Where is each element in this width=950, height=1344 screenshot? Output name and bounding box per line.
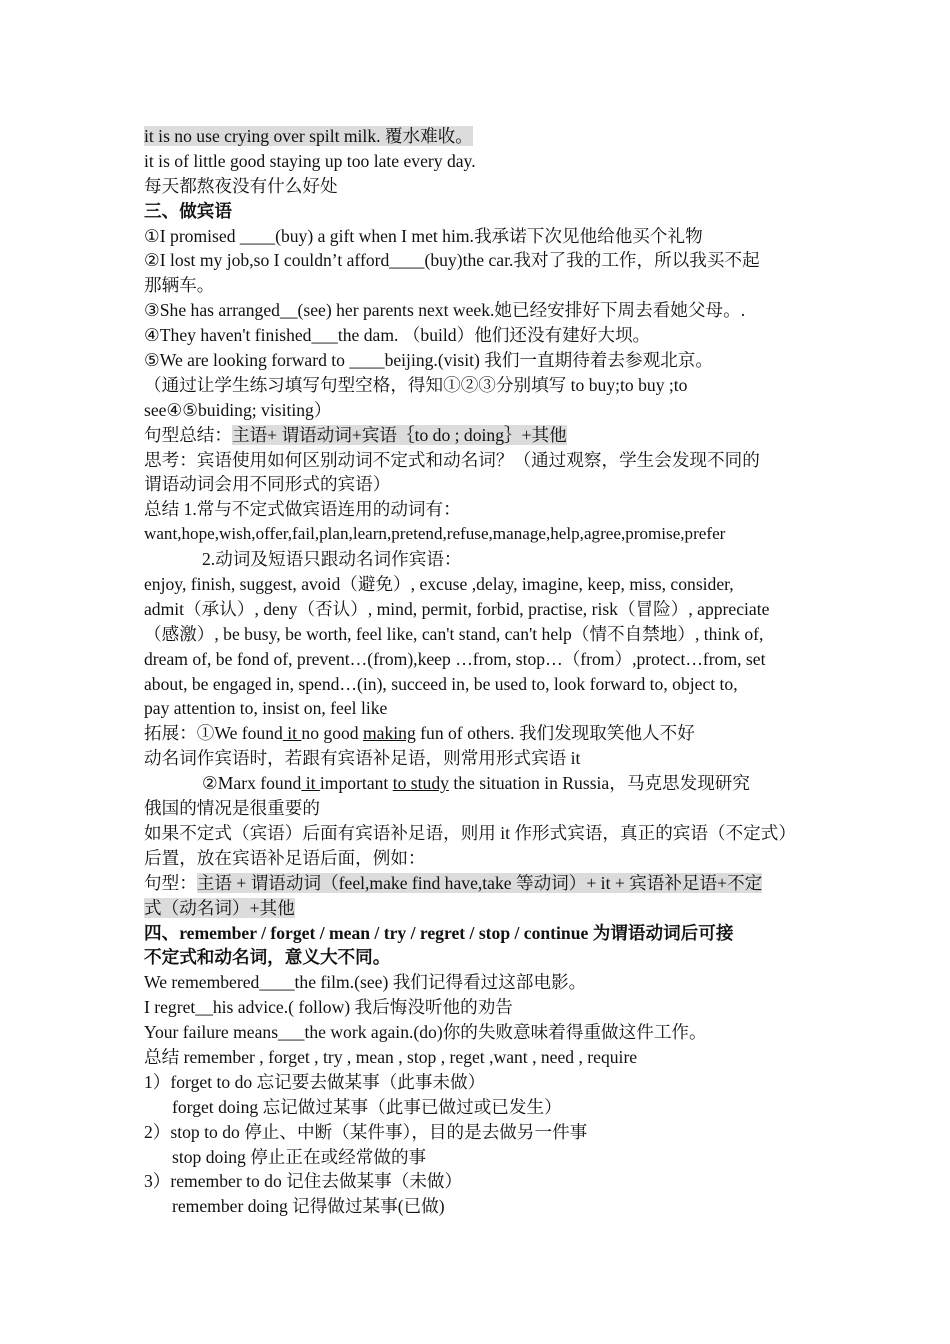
text-run: the situation in Russia，马克思发现研究: [448, 773, 750, 794]
text-line: it is of little good staying up too late every day.: [144, 150, 476, 171]
text-line: 2）stop to do 停止、中断（某件事），目的是去做另一件事: [144, 1121, 588, 1142]
text-run: ②Marx found: [202, 773, 302, 794]
text-line: ④They haven't finished___the dam. （build）他们还没有建好大坝。: [144, 325, 651, 346]
text-line: ①I promised ____(buy) a gift when I met him.我承诺下次见他给他买个礼物: [144, 225, 703, 246]
underlined-text: to study: [392, 773, 449, 794]
document-page: [144, 124, 810, 1219]
text-line: [144, 771, 810, 796]
highlighted-text: 式（动名词）+其他: [144, 897, 295, 918]
text-line: want,hope,wish,offer,fail,plan,learn,pretend,refuse,manage,help,agree,promise,prefer: [144, 524, 726, 544]
highlighted-text: 主语 + 谓语动词（feel,make find have,take 等动词）+ it + 宾语补足语+不定: [196, 872, 763, 893]
text-line: 那辆车。: [144, 275, 215, 296]
underlined-text: it: [282, 723, 302, 744]
text-line: 总结 1.常与不定式做宾语连用的动词有：: [144, 499, 461, 520]
text-line: 后置，放在宾语补足语后面，例如：: [144, 847, 426, 868]
text-line: [144, 871, 810, 896]
text-run: fun of others. 我们发现取笑他人不好: [415, 723, 695, 744]
text-line: I regret__his advice.( follow) 我后悔没听他的劝告: [144, 997, 513, 1018]
section-heading: 三、做宾语: [144, 200, 232, 221]
text-line: 3）remember to do 记住去做某事（未做）: [144, 1171, 463, 1192]
text-line: （感激）, be busy, be worth, feel like, can't stand, can't help（情不自禁地）, think of,: [144, 623, 764, 644]
text-line: [144, 423, 810, 448]
text-line: admit（承认）, deny（否认）, mind, permit, forbid, practise, risk（冒险）, appreciate: [144, 598, 770, 619]
text-line: forget doing 忘记做过某事（此事已做过或已发生）: [172, 1096, 562, 1117]
label: 句型总结：: [144, 424, 232, 445]
text-line: 俄国的情况是很重要的: [144, 798, 320, 819]
text-line: dream of, be fond of, prevent…(from),keep …from, stop…（from）,protect…from, set: [144, 648, 766, 669]
text-line: enjoy, finish, suggest, avoid（避免）, excuse ,delay, imagine, keep, miss, consider,: [144, 574, 734, 595]
text-run: no good: [301, 723, 363, 744]
text-line: 动名词作宾语时，若跟有宾语补足语，则常用形式宾语 it: [144, 748, 581, 769]
section-heading: 四、remember / forget / mean / try / regret / stop / continue 为谓语动词后可接: [144, 922, 734, 943]
highlighted-text: 主语+ 谓语动词+宾语｛to do ; doing｝+其他: [231, 424, 567, 445]
text-run: important: [319, 773, 393, 794]
text-line: （通过让学生练习填写句型空格，得知①②③分别填写 to buy;to buy ;to: [144, 374, 688, 395]
text-line: ⑤We are looking forward to ____beijing.(visit) 我们一直期待着去参观北京。: [144, 350, 713, 371]
text-line: 2.动词及短语只跟动名词作宾语：: [202, 549, 462, 570]
text-run: 拓展：①We found: [144, 723, 283, 744]
text-line: [144, 124, 810, 149]
text-line: Your failure means___the work again.(do)你的失败意味着得重做这件工作。: [144, 1022, 707, 1043]
text-line: We remembered____the film.(see) 我们记得看过这部电影。: [144, 972, 587, 993]
text-line: remember doing 记得做过某事(已做): [172, 1196, 445, 1217]
text-line: ②I lost my job,so I couldn’t afford____(buy)the car.我对了我的工作，所以我买不起: [144, 250, 760, 271]
text-line: 每天都熬夜没有什么好处: [144, 175, 338, 196]
highlighted-text: it is no use crying over spilt milk. 覆水难收。: [144, 126, 473, 146]
text-line: see④⑤buiding; visiting）: [144, 399, 332, 420]
text-line: ③She has arranged__(see) her parents next week.她已经安排好下周去看她父母。.: [144, 300, 746, 321]
text-line: about, be engaged in, spend…(in), succeed in, be used to, look forward to, object to,: [144, 673, 738, 694]
section-heading: 不定式和动名词，意义大不同。: [144, 947, 391, 968]
text-line: pay attention to, insist on, feel like: [144, 698, 388, 719]
text-line: 如果不定式（宾语）后面有宾语补足语，则用 it 作形式宾语，真正的宾语（不定式）: [144, 822, 796, 843]
text-line: 谓语动词会用不同形式的宾语）: [144, 474, 391, 495]
text-line: 思考：宾语使用如何区别动词不定式和动名词？（通过观察，学生会发现不同的: [144, 449, 760, 470]
text-line: 1）forget to do 忘记要去做某事（此事未做）: [144, 1071, 486, 1092]
text-line: 总结 remember , forget , try , mean , stop , reget ,want , need , require: [144, 1046, 638, 1067]
text-line: stop doing 停止正在或经常做的事: [172, 1146, 427, 1167]
text-line: [144, 896, 810, 921]
underlined-text: it: [301, 773, 320, 794]
underlined-text: making: [362, 723, 416, 744]
text-line: [144, 721, 810, 746]
label: 句型：: [144, 872, 197, 893]
